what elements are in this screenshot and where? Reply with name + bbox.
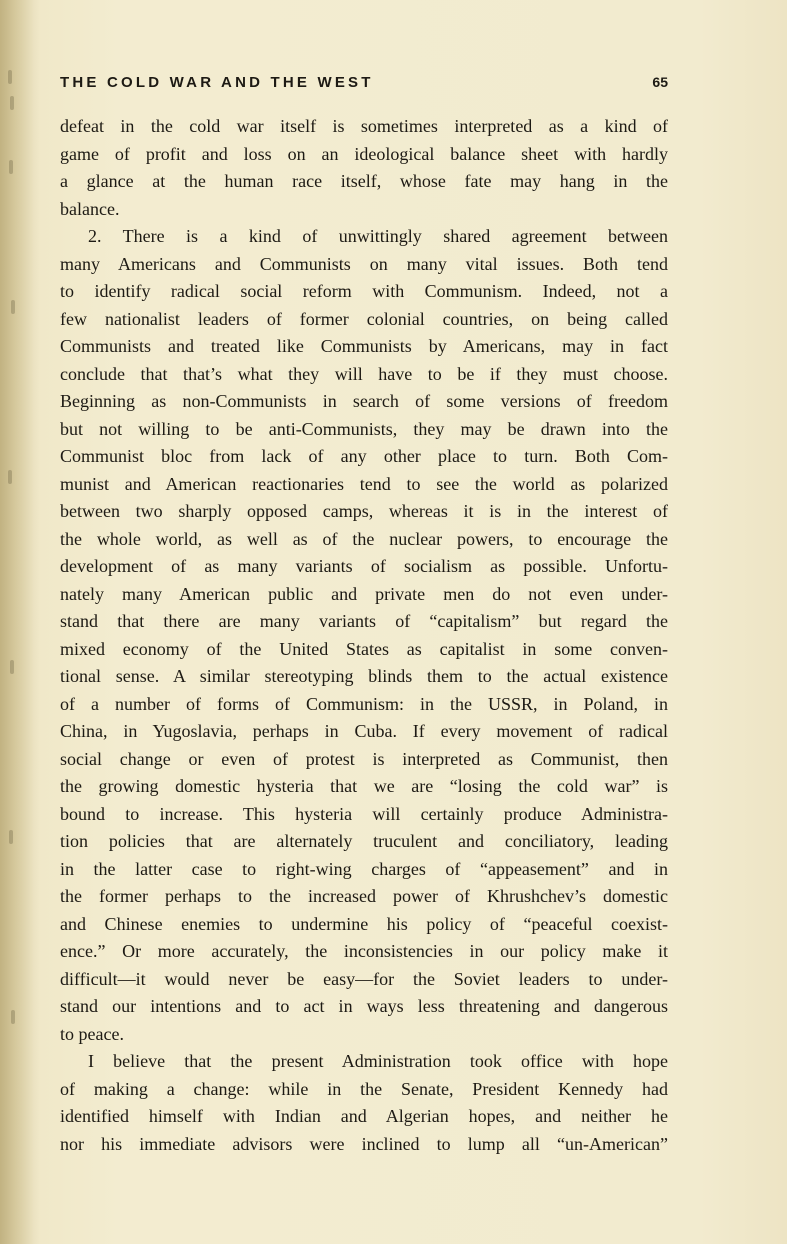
gutter-mark	[11, 1010, 15, 1024]
text-line: difficult—it would never be easy—for the Soviet leaders to under-	[60, 968, 668, 989]
text-line: mixed economy of the United States as capitalist in some conven-	[60, 638, 668, 659]
text-line: development of as many variants of socialism as possible. Unfortu-	[60, 556, 668, 576]
text-line: Communist bloc from lack of any other place to turn. Both Com-	[60, 446, 668, 466]
text-line: balance.	[60, 198, 120, 219]
gutter-mark	[8, 70, 12, 84]
text-line: tional sense. A similar stereotyping blinds them to the actual existence	[60, 666, 668, 686]
text-line: many Americans and Communists on many vital issues. Both tend	[60, 253, 668, 274]
running-head	[60, 74, 668, 98]
text-line: game of profit and loss on an ideological balance sheet with hardly	[60, 143, 668, 164]
text-line: bound to increase. This hysteria will certainly produce Administra-	[60, 803, 668, 824]
text-line: of a number of forms of Communism: in the USSR, in Poland, in	[60, 693, 668, 714]
text-line: 2. There is a kind of unwittingly shared agreement between	[88, 226, 668, 246]
gutter-mark	[10, 96, 14, 110]
body-text	[60, 113, 668, 1158]
text-line: social change or even of protest is interpreted as Communist, then	[60, 748, 668, 769]
text-line: the former perhaps to the increased power of Khrushchev’s domestic	[60, 886, 668, 906]
text-line: munist and American reactionaries tend to see the world as polarized	[60, 473, 668, 494]
text-line: to identify radical social reform with Communism. Indeed, not a	[60, 281, 668, 301]
text-line: stand that there are many variants of “capitalism” but regard the	[60, 611, 668, 631]
text-line: nately many American public and private men do not even under-	[60, 583, 668, 604]
text-line: in the latter case to right-wing charges of “appeasement” and in	[60, 858, 668, 879]
text-line: between two sharply opposed camps, whereas it is in the interest of	[60, 501, 668, 521]
text-line: I believe that the present Administration took office with hope	[88, 1051, 668, 1071]
page-number: 65	[652, 74, 668, 90]
text-line: stand our intentions and to act in ways less threatening and dangerous	[60, 996, 668, 1016]
text-line: nor his immediate advisors were inclined to lump all “un-American”	[60, 1133, 668, 1154]
gutter-mark	[9, 160, 13, 174]
gutter-mark	[11, 300, 15, 314]
text-line: to peace.	[60, 1023, 124, 1044]
text-line: the growing domestic hysteria that we are “losing the cold war” is	[60, 776, 668, 796]
text-line: defeat in the cold war itself is sometimes interpreted as a kind of	[60, 116, 668, 136]
gutter-mark	[8, 470, 12, 484]
text-line: tion policies that are alternately truculent and conciliatory, leading	[60, 831, 668, 851]
gutter-mark	[9, 830, 13, 844]
running-head-title: THE COLD WAR AND THE WEST	[60, 74, 374, 91]
text-line: and Chinese enemies to undermine his policy of “peaceful coexist-	[60, 913, 668, 934]
text-line: but not willing to be anti-Communists, they may be drawn into the	[60, 418, 668, 439]
text-line: Beginning as non-Communists in search of some versions of freedom	[60, 391, 668, 411]
text-line: few nationalist leaders of former colonial countries, on being called	[60, 308, 668, 329]
text-line: ence.” Or more accurately, the inconsistencies in our policy make it	[60, 941, 668, 961]
text-line: China, in Yugoslavia, perhaps in Cuba. If every movement of radical	[60, 721, 668, 741]
text-line: the whole world, as well as of the nuclear powers, to encourage the	[60, 528, 668, 549]
text-line: a glance at the human race itself, whose fate may hang in the	[60, 171, 668, 191]
text-line: conclude that that’s what they will have to be if they must choose.	[60, 363, 668, 384]
gutter-mark	[10, 660, 14, 674]
binding-shadow	[0, 0, 40, 1244]
text-line: identified himself with Indian and Algerian hopes, and neither he	[60, 1106, 668, 1126]
text-line: of making a change: while in the Senate, President Kennedy had	[60, 1078, 668, 1099]
text-line: Communists and treated like Communists by Americans, may in fact	[60, 336, 668, 356]
